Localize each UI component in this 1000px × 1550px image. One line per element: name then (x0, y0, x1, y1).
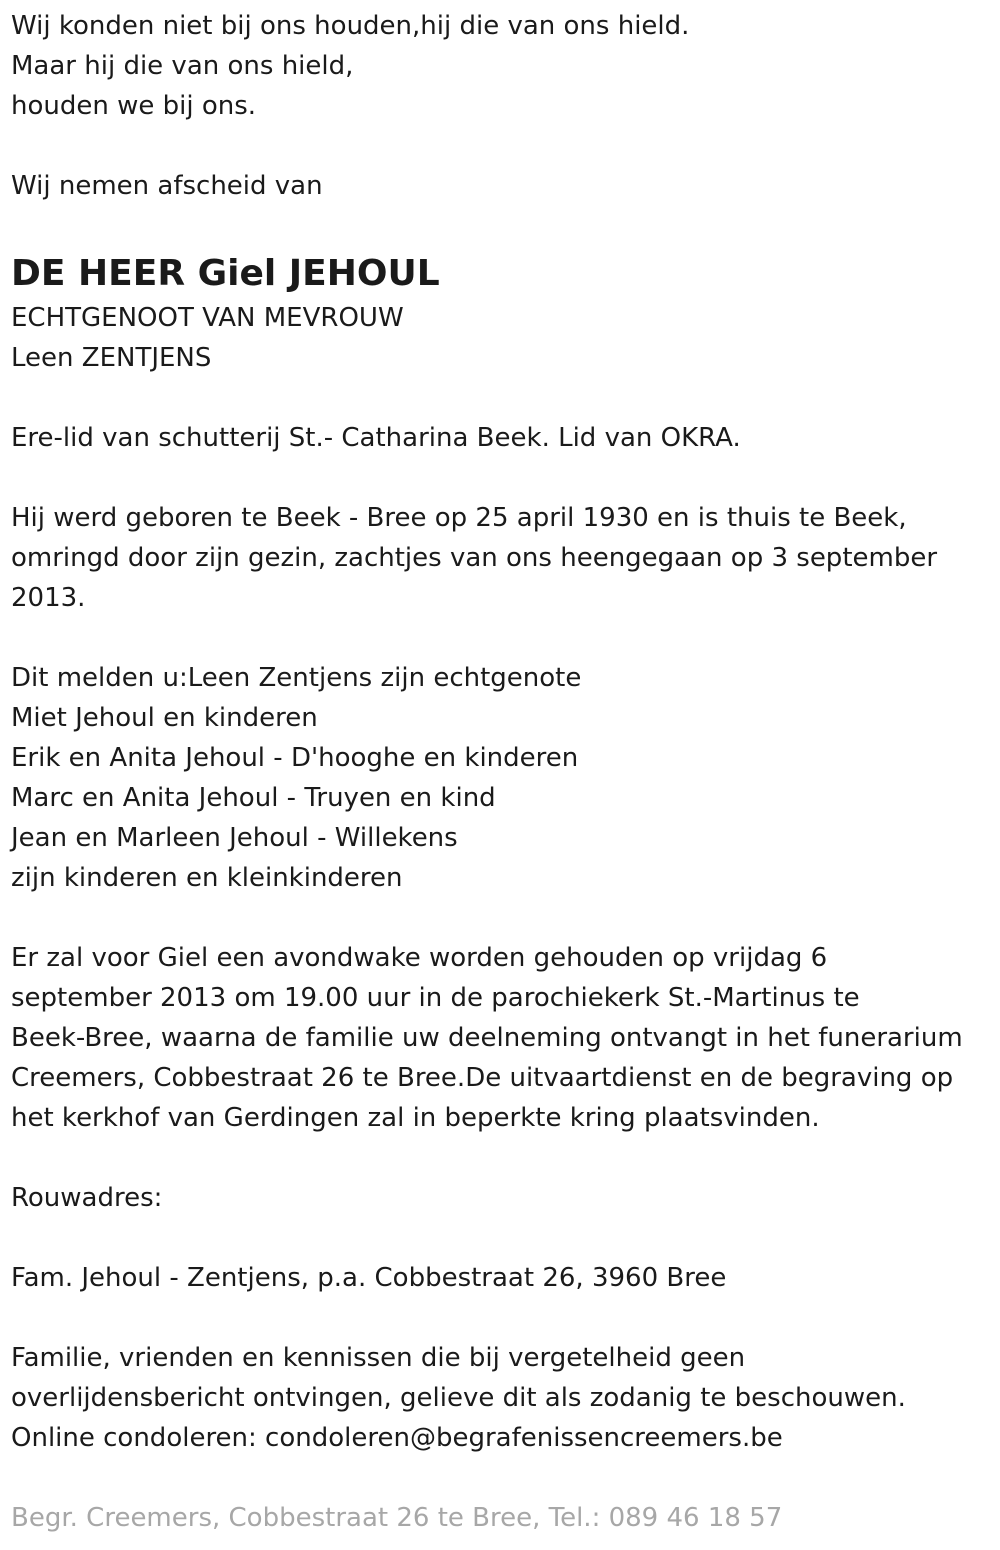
ceremony-line: Er zal voor Giel een avondwake worden gehouden op vrijdag 6 (11, 943, 828, 973)
announcer-line: Miet Jehoul en kinderen (11, 703, 318, 733)
closing-line: overlijdensbericht ontvingen, gelieve dit als zodanig te beschouwen. (11, 1383, 906, 1413)
closing-line: Online condoleren: condoleren@begrafenissencreemers.be (11, 1423, 783, 1453)
birth-death-line-3: 2013. (11, 583, 86, 613)
ceremony-line: Creemers, Cobbestraat 26 te Bree.De uitvaartdienst en de begraving op (11, 1063, 954, 1093)
ceremony-line: september 2013 om 19.00 uur in de parochiekerk St.-Martinus te (11, 983, 860, 1013)
announcer-line: Jean en Marleen Jehoul - Willekens (11, 823, 458, 853)
spacer (11, 1138, 991, 1178)
spouse-title: ECHTGENOOT VAN MEVROUW (11, 303, 404, 333)
ceremony-line: Beek-Bree, waarna de familie uw deelneming ontvangt in het funerarium (11, 1023, 963, 1053)
spacer (11, 618, 991, 658)
announcer-line: Marc en Anita Jehoul - Truyen en kind (11, 783, 496, 813)
spacer (11, 1458, 991, 1498)
announcer-line: zijn kinderen en kleinkinderen (11, 863, 403, 893)
spacer (11, 206, 991, 246)
birth-death-line-1: Hij werd geboren te Beek - Bree op 25 april 1930 en is thuis te Beek, (11, 503, 907, 533)
intro-text: Wij nemen afscheid van (11, 171, 323, 201)
spacer (11, 458, 991, 498)
poem-line-3: houden we bij ons. (11, 91, 257, 121)
poem-line-1: Wij konden niet bij ons houden,hij die van ons hield. (11, 11, 690, 41)
ceremony-line: het kerkhof van Gerdingen zal in beperkte kring plaatsvinden. (11, 1103, 820, 1133)
announcer-line: Dit melden u:Leen Zentjens zijn echtgenote (11, 663, 582, 693)
poem-line-2: Maar hij die van ons hield, (11, 51, 354, 81)
deceased-name: DE HEER Giel JEHOUL (11, 253, 440, 294)
spouse-name: Leen ZENTJENS (11, 343, 212, 373)
spacer (11, 126, 991, 166)
spacer (11, 1298, 991, 1338)
memberships: Ere-lid van schutterij St.- Catharina Beek. Lid van OKRA. (11, 423, 741, 453)
spacer (11, 1218, 991, 1258)
obituary-notice (11, 6, 991, 1538)
closing-line: Familie, vrienden en kennissen die bij vergetelheid geen (11, 1343, 746, 1373)
birth-death-line-2: omringd door zijn gezin, zachtjes van ons heengegaan op 3 september (11, 543, 938, 573)
spacer (11, 898, 991, 938)
mourning-address-label: Rouwadres: (11, 1183, 163, 1213)
mourning-address: Fam. Jehoul - Zentjens, p.a. Cobbestraat 26, 3960 Bree (11, 1263, 727, 1293)
funeral-home-footer: Begr. Creemers, Cobbestraat 26 te Bree, Tel.: 089 46 18 57 (11, 1503, 783, 1533)
spacer (11, 378, 991, 418)
announcer-line: Erik en Anita Jehoul - D'hooghe en kinderen (11, 743, 579, 773)
